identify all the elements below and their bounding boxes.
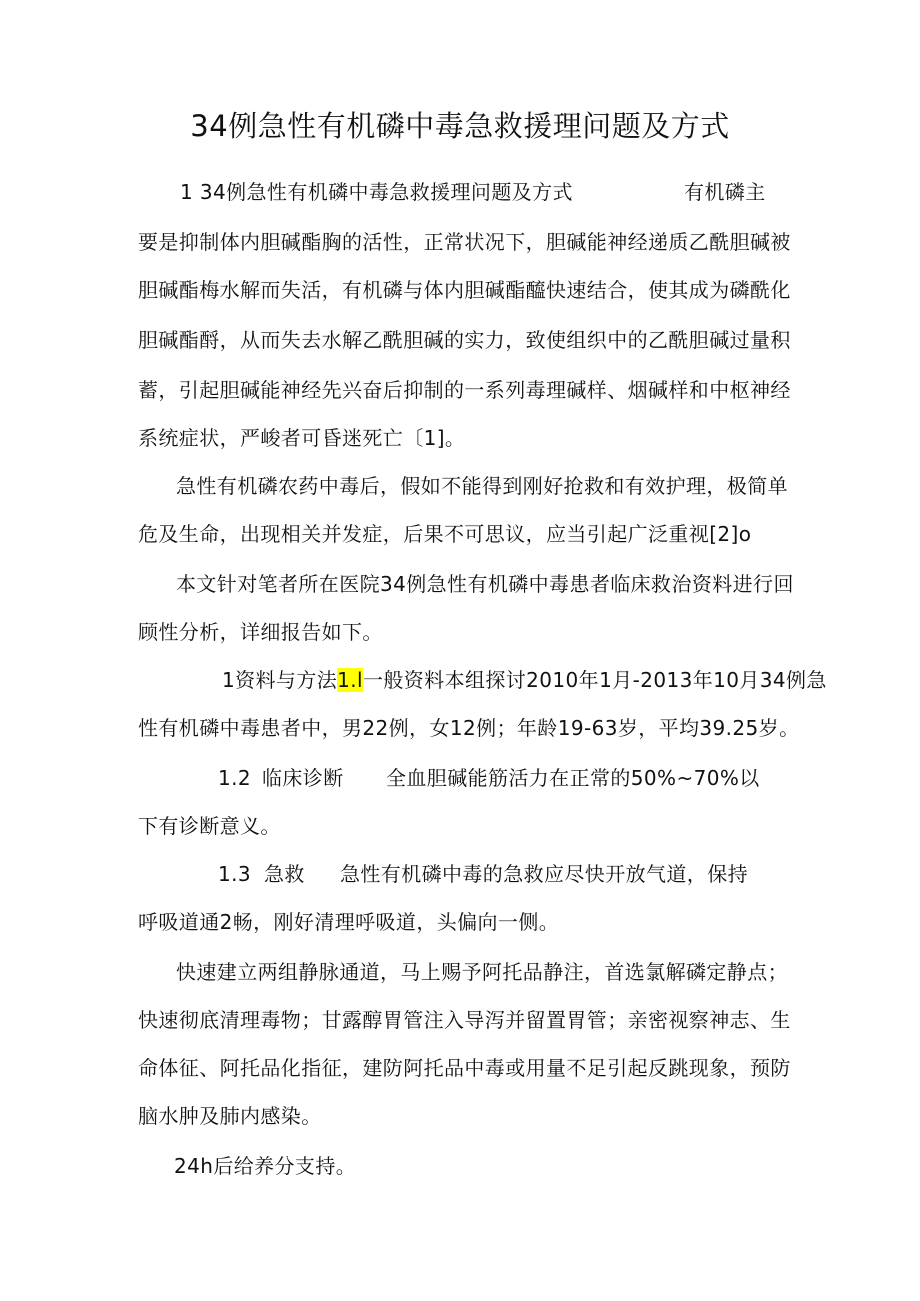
paragraph-line: 快速彻底清理毒物；甘露醇胃管注入导泻并留置胃管；亲密视察神志、生 (138, 1008, 791, 1032)
intro-line: 胆碱酯梅水解而失活，有机磷与体内胆碱酯醯快速结合，使其成为磷酰化 (138, 278, 791, 302)
highlighted-section-number: 1.l (337, 668, 363, 692)
section-1-line (222, 666, 827, 694)
section-1-heading: 1资料与方法 (222, 668, 338, 692)
section-text: 下有诊断意义。 (138, 814, 281, 838)
document-title: 34例急性有机磷中毒急救援理问题及方式 (190, 109, 730, 143)
paragraph-line: 顾性分析，详细报告如下。 (138, 620, 383, 644)
paragraph-line: 24h后给养分支持。 (174, 1154, 357, 1178)
section-label: 临床诊断 (262, 766, 344, 790)
section-number: 1.3 (218, 862, 252, 886)
paragraph-line: 急性有机磷农药中毒后，假如不能得到刚好抢救和有效护理，极简单 (176, 474, 788, 498)
section-number: 1.2 (218, 766, 252, 790)
intro-line: 要是抑制体内胆碱酯胸的活性，正常状况下，胆碱能神经递质乙酰胆碱被 (138, 230, 791, 254)
intro-heading: 1 34例急性有机磷中毒急救援理问题及方式 (180, 180, 573, 204)
paragraph-line: 危及生命，出现相关并发症，后果不可思议，应当引起广泛重视[2]o (138, 522, 752, 546)
intro-line: 蓄，引起胆碱能神经先兴奋后抑制的一系列毒理碱样、烟碱样和中枢神经 (138, 378, 791, 402)
paragraph-line: 快速建立两组静脉通道，马上赐予阿托品静注，首选氯解磷定静点； (176, 960, 788, 984)
section-text: 全血胆碱能筋活力在正常的50%~70%以 (386, 766, 760, 790)
section-text: 急性有机磷中毒的急救应尽快开放气道，保持 (340, 862, 748, 886)
section-1-line: 性有机磷中毒患者中，男22例，女12例；年龄19-63岁，平均39.25岁。 (138, 716, 800, 740)
section-1-1-text: 一般资料本组探讨2010年1月-2013年10月34例急 (362, 668, 827, 692)
intro-line: 胆碱酯酹，从而失去水解乙酰胆碱的实力，致使组织中的乙酰胆碱过量积 (138, 328, 791, 352)
section-label: 急救 (264, 862, 305, 886)
section-text: 呼吸道通2畅，刚好清理呼吸道，头偏向一侧。 (138, 910, 560, 934)
intro-lead: 有机磷主 (684, 180, 766, 204)
intro-line: 系统症状，严峻者可昏迷死亡〔1]。 (138, 426, 466, 450)
paragraph-line: 命体征、阿托品化指征，建防阿托品中毒或用量不足引起反跳现象，预防 (138, 1056, 791, 1080)
paragraph-line: 本文针对笔者所在医院34例急性有机磷中毒患者临床救治资料进行回 (176, 572, 794, 596)
paragraph-line: 脑水肿及肺内感染。 (138, 1104, 322, 1128)
